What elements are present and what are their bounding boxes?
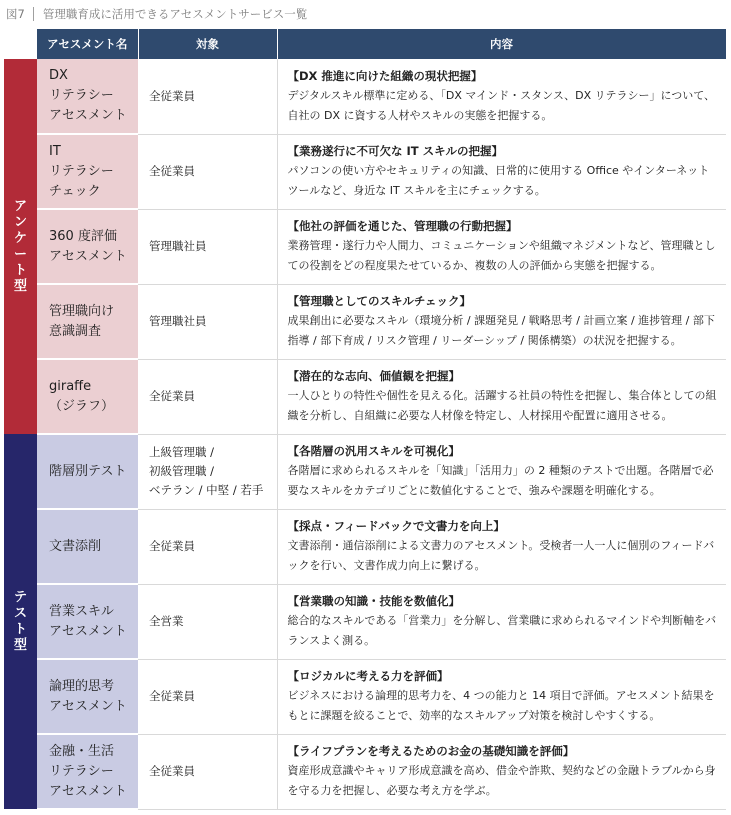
group-label-test [4, 434, 37, 809]
assessment-name [37, 659, 138, 734]
content-description: 文書添削・通信添削による文書力のアセスメント。受検者一人一人に個別のフィードバックを行い、文書作成力向上に繋げる。 [287, 539, 715, 572]
table-row [4, 284, 726, 359]
group-label-survey [4, 59, 37, 434]
assessment-name [37, 509, 138, 584]
content-heading: 【業務遂行に不可欠な IT スキルの把握】 [287, 144, 504, 158]
assessment-content [277, 659, 726, 734]
table-row [4, 59, 726, 134]
content-heading: 【他社の評価を通じた、管理職の行動把握】 [287, 219, 518, 233]
assessment-target [138, 734, 277, 809]
assessment-content [277, 284, 726, 359]
content-description: デジタルスキル標準に定める、「DX マインド・スタンス、DX リテラシー」について、自社の DX に資する人材やスキルの実態を把握する。 [287, 88, 716, 122]
assessment-target-text: 上級管理職 / 初級管理職 / ベテラン / 中堅 / 若手 [149, 445, 264, 497]
content-heading: 【各階層の汎用スキルを可視化】 [287, 444, 460, 458]
group-test-text: テスト型 [13, 589, 27, 653]
content-description: 一人ひとりの特性や個性を見える化。活躍する社員の特性を把握し、集合体としての組織を分析し、自組織に必要な人材像を特定し、人材採用や配置に適用させる。 [287, 389, 717, 422]
assessment-target-text: 全営業 [149, 614, 184, 628]
assessment-name-text: 金融・生活 リテラシー アセスメント [49, 743, 127, 799]
group-survey-text: アンケート型 [13, 198, 27, 294]
table-row [4, 509, 726, 584]
table-row [4, 209, 726, 284]
header-content: 内容 [277, 29, 726, 59]
assessment-name [37, 734, 138, 809]
assessment-content [277, 734, 726, 809]
assessment-name [37, 284, 138, 359]
assessment-name [37, 359, 138, 434]
assessment-target [138, 59, 277, 134]
assessment-content [277, 434, 726, 509]
assessment-target [138, 659, 277, 734]
assessment-name [37, 434, 138, 509]
assessment-name [37, 209, 138, 284]
assessment-content [277, 509, 726, 584]
assessment-target-text: 全従業員 [149, 88, 195, 103]
content-heading: 【管理職としてのスキルチェック】 [287, 294, 472, 308]
content-heading: 【営業職の知識・技能を数値化】 [287, 594, 460, 608]
table-row [4, 584, 726, 659]
assessment-content [277, 584, 726, 659]
assessment-target-text: 全従業員 [149, 689, 195, 703]
assessment-name-text: 360 度評価 アセスメント [49, 228, 127, 264]
assessment-name-text: 論理的思考 アセスメント [49, 678, 127, 714]
content-heading: 【ロジカルに考える力を評価】 [287, 669, 449, 683]
content-heading: 【ライフプランを考えるためのお金の基礎知識を評価】 [287, 744, 575, 758]
assessment-target [138, 434, 277, 509]
assessment-target [138, 134, 277, 209]
header-corner [4, 29, 37, 59]
assessment-target-text: 全従業員 [149, 164, 195, 178]
assessment-name-text: 文書添削 [49, 538, 102, 554]
assessment-target [138, 584, 277, 659]
assessment-name [37, 134, 138, 209]
content-description: 各階層に求められるスキルを「知識」「活用力」の 2 種類のテストで出題。各階層で必要なスキルをカテゴリごとに数値化することで、強みや課題を明確化する。 [287, 464, 714, 497]
assessment-name-text: 階層別テスト [49, 463, 127, 479]
assessment-name-text: giraffe （ジラフ） [49, 378, 115, 414]
table-row [4, 659, 726, 734]
figure-title: 管理職育成に活用できるアセスメントサービス一覧 [42, 7, 308, 21]
content-heading: 【DX 推進に向けた組織の現状把握】 [287, 68, 483, 83]
header-assessment-name: アセスメント名 [37, 29, 138, 59]
assessment-name-text: 営業スキル アセスメント [49, 603, 127, 639]
assessment-target-text: 管理職社員 [149, 239, 207, 253]
content-description: 成果創出に必要なスキル（環境分析 / 課題発見 / 戦略思考 / 計画立案 / 進捗管理 / 部下指導 / 部下育成 / リスク管理 / リーダーシップ / 関係構築）の状況を把握する。 [287, 314, 715, 347]
assessment-name [37, 59, 138, 134]
assessment-table [4, 29, 727, 810]
assessment-name-text: 管理職向け 意識調査 [49, 303, 115, 339]
caption-divider [33, 7, 34, 21]
assessment-target [138, 209, 277, 284]
content-description: 総合的なスキルである「営業力」を分解し、営業職に求められるマインドや判断軸をバランスよく測る。 [287, 614, 717, 647]
assessment-name [37, 584, 138, 659]
assessment-target [138, 359, 277, 434]
content-description: 業務管理・遂行力や人間力、コミュニケーションや組織マネジメントなど、管理職としての役割をどの程度果たせているか、複数の人の評価から実態を把握する。 [287, 239, 716, 272]
table-row [4, 359, 726, 434]
assessment-content [277, 59, 726, 134]
assessment-content [277, 359, 726, 434]
content-heading: 【潜在的な志向、価値観を把握】 [287, 369, 460, 383]
figure-number: 図7 [6, 7, 25, 21]
content-description: 資産形成意識やキャリア形成意識を高め、借金や詐欺、契約などの金融トラブルから身を守る力を把握し、必要な考え方を学ぶ。 [287, 764, 716, 797]
table-row [4, 734, 726, 809]
assessment-target-text: 全従業員 [149, 389, 195, 403]
figure-caption [6, 4, 307, 24]
assessment-target-text: 管理職社員 [149, 314, 207, 328]
content-description: パソコンの使い方やセキュリティの知識、日常的に使用する Office やインターネットツールなど、身近な IT スキルを主にチェックする。 [287, 164, 710, 197]
assessment-target-text: 全従業員 [149, 764, 195, 778]
header-target: 対象 [138, 29, 277, 59]
content-description: ビジネスにおける論理的思考力を、4 つの能力と 14 項目で評価。アセスメント結果をもとに課題を絞ることで、効率的なスキルアップ対策を検討しやすくする。 [287, 689, 715, 722]
content-heading: 【採点・フィードバックで文書力を向上】 [287, 519, 505, 533]
table-row [4, 134, 726, 209]
assessment-name-text: IT リテラシー チェック [49, 143, 114, 199]
assessment-target-text: 全従業員 [149, 539, 195, 553]
assessment-name-text: DX リテラシー アセスメント [49, 68, 127, 123]
assessment-content [277, 209, 726, 284]
assessment-content [277, 134, 726, 209]
table-row [4, 434, 726, 509]
assessment-target [138, 509, 277, 584]
assessment-target [138, 284, 277, 359]
